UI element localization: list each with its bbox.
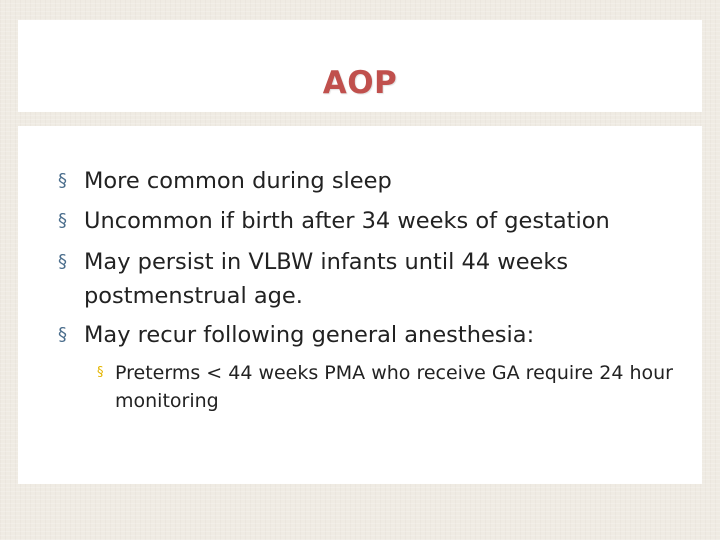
bullet-item bbox=[58, 245, 584, 313]
bullet-text: More common during sleep bbox=[84, 168, 392, 194]
bullet-text: Uncommon if birth after 34 weeks of gestation bbox=[84, 208, 610, 234]
bullet-marker-icon: § bbox=[58, 251, 67, 272]
sub-bullet-item bbox=[97, 359, 705, 415]
bullet-text: May recur following general anesthesia: bbox=[84, 322, 535, 348]
sub-bullet-text: Preterms < 44 weeks PMA who receive GA require 24 hour monitoring bbox=[115, 362, 673, 412]
sub-bullet-marker-icon: § bbox=[97, 365, 104, 380]
bullet-marker-icon: § bbox=[58, 324, 67, 345]
bullet-item bbox=[58, 318, 684, 352]
bullet-item bbox=[58, 164, 684, 198]
bullet-item bbox=[58, 204, 684, 238]
title-panel bbox=[18, 20, 702, 112]
bullet-marker-icon: § bbox=[58, 170, 67, 191]
bullet-marker-icon: § bbox=[58, 210, 67, 231]
bullet-text: May persist in VLBW infants until 44 weeks postmenstrual age. bbox=[84, 249, 569, 309]
slide-title: AOP bbox=[322, 65, 398, 101]
